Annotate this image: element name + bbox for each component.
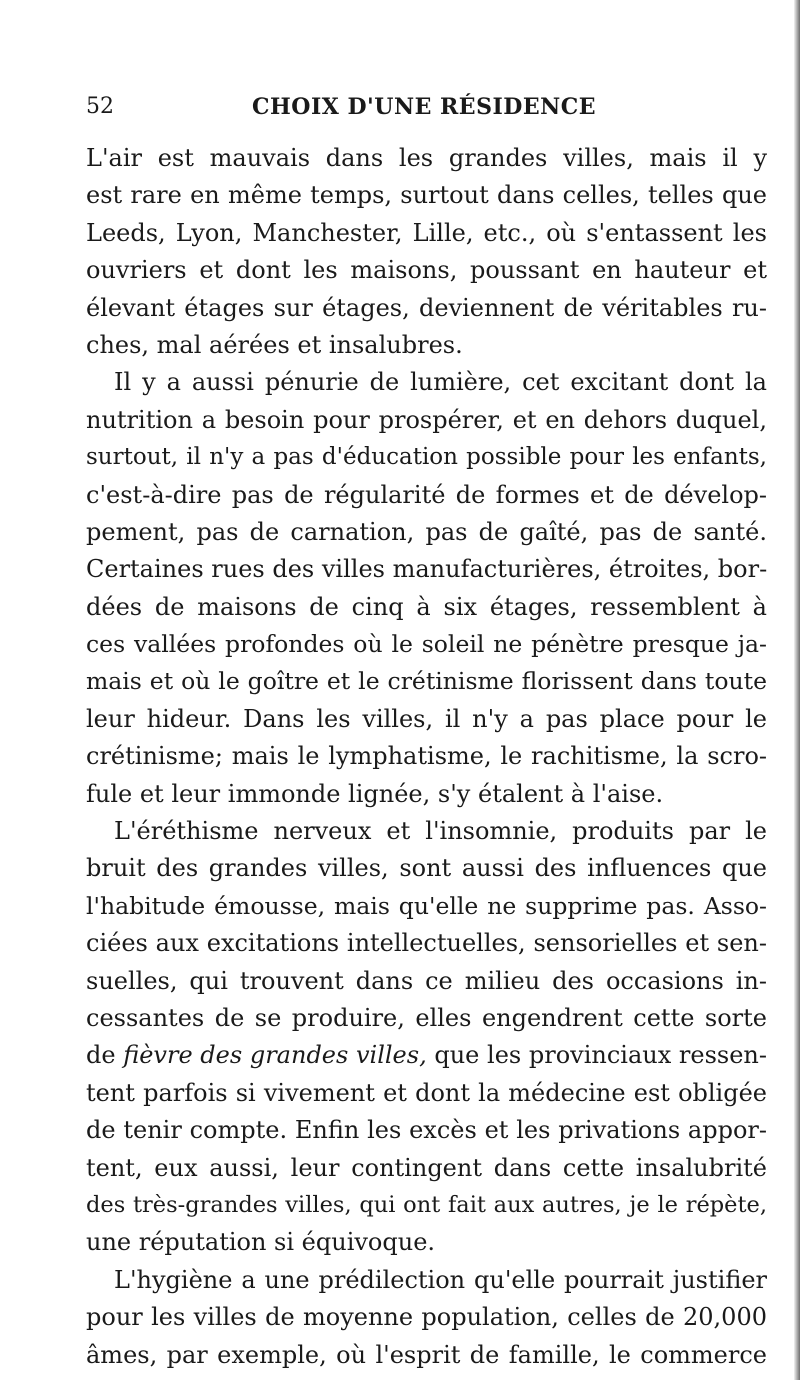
italic-phrase: fièvre des grandes villes, (123, 1041, 427, 1070)
running-head (86, 92, 762, 122)
page-number: 52 (86, 94, 114, 119)
text-line: pour les villes de moyenne population, celles de 20,000 (86, 1303, 767, 1332)
text-line: ces vallées profondes où le soleil ne pénètre presque ja- (86, 630, 767, 659)
text-line: tent, eux aussi, leur contingent dans cette insalubrité (86, 1153, 767, 1182)
text-line: Leeds, Lyon, Manchester, Lille, etc., où s'entassent les (86, 218, 767, 247)
text-line: une réputation si équivoque. (86, 1228, 436, 1257)
text-line: élevant étages sur étages, deviennent de véritables ru- (86, 293, 767, 322)
text-line: crétinisme; mais le lymphatisme, le rachitisme, la scro- (86, 742, 767, 771)
text-line: âmes, par exemple, où l'esprit de famille, le commerce (86, 1340, 767, 1369)
text-line: L'hygiène a une prédilection qu'elle pourrait justifier (114, 1265, 767, 1294)
text-segment: de (86, 1041, 124, 1070)
text-line: leur hideur. Dans les villes, il n'y a pas place pour le (86, 704, 767, 733)
text-segment: que les provinciaux ressen- (426, 1041, 767, 1070)
text-line: dées de maisons de cinq à six étages, ressemblent à (86, 592, 767, 621)
text-line: pement, pas de carnation, pas de gaîté, pas de santé. (86, 517, 767, 546)
text-line: l'habitude émousse, mais qu'elle ne supprime pas. Asso- (86, 891, 767, 920)
text-line: c'est-à-dire pas de régularité de formes et de dévelop- (86, 480, 767, 509)
text-line: ches, mal aérées et insalubres. (86, 330, 463, 359)
text-line: surtout, il n'y a pas d'éducation possible pour les enfants, (86, 444, 767, 471)
text-line: L'éréthisme nerveux et l'insomnie, produits par le (114, 817, 767, 846)
text-line-with-italic (86, 1037, 767, 1074)
text-line: Il y a aussi pénurie de lumière, cet excitant dont la (114, 368, 767, 397)
text-line: fule et leur immonde lignée, s'y étalent à l'aise. (86, 779, 664, 808)
text-line: ouvriers et dont les maisons, poussant en hauteur et (86, 256, 767, 285)
text-line: mais et où le goître et le crétinisme florissent dans toute (86, 667, 767, 696)
text-line: de tenir compte. Enfin les excès et les privations appor- (86, 1116, 767, 1145)
text-line: suelles, qui trouvent dans ce milieu des occasions in- (86, 966, 767, 995)
chapter-title: CHOIX D'UNE RÉSIDENCE (252, 94, 596, 120)
body-text (86, 140, 767, 1374)
text-line: nutrition a besoin pour prospérer, et en dehors duquel, (86, 405, 767, 434)
text-line: bruit des grandes villes, sont aussi des influences que (86, 854, 767, 883)
text-line: est rare en même temps, surtout dans celles, telles que (86, 181, 767, 210)
text-line: cessantes de se produire, elles engendrent cette sorte (86, 1003, 767, 1032)
text-line: L'air est mauvais dans les grandes villes, mais il y (86, 144, 767, 172)
text-line: Certaines rues des villes manufacturières, étroites, bor- (86, 555, 768, 584)
text-line: ciées aux excitations intellectuelles, sensorielles et sen- (86, 929, 767, 958)
text-line: tent parfois si vivement et dont la médecine est obligée (86, 1078, 767, 1107)
page-edge-shadow (794, 0, 800, 1380)
text-line: des très-grandes villes, qui ont fait aux autres, je le répète, (86, 1191, 767, 1218)
